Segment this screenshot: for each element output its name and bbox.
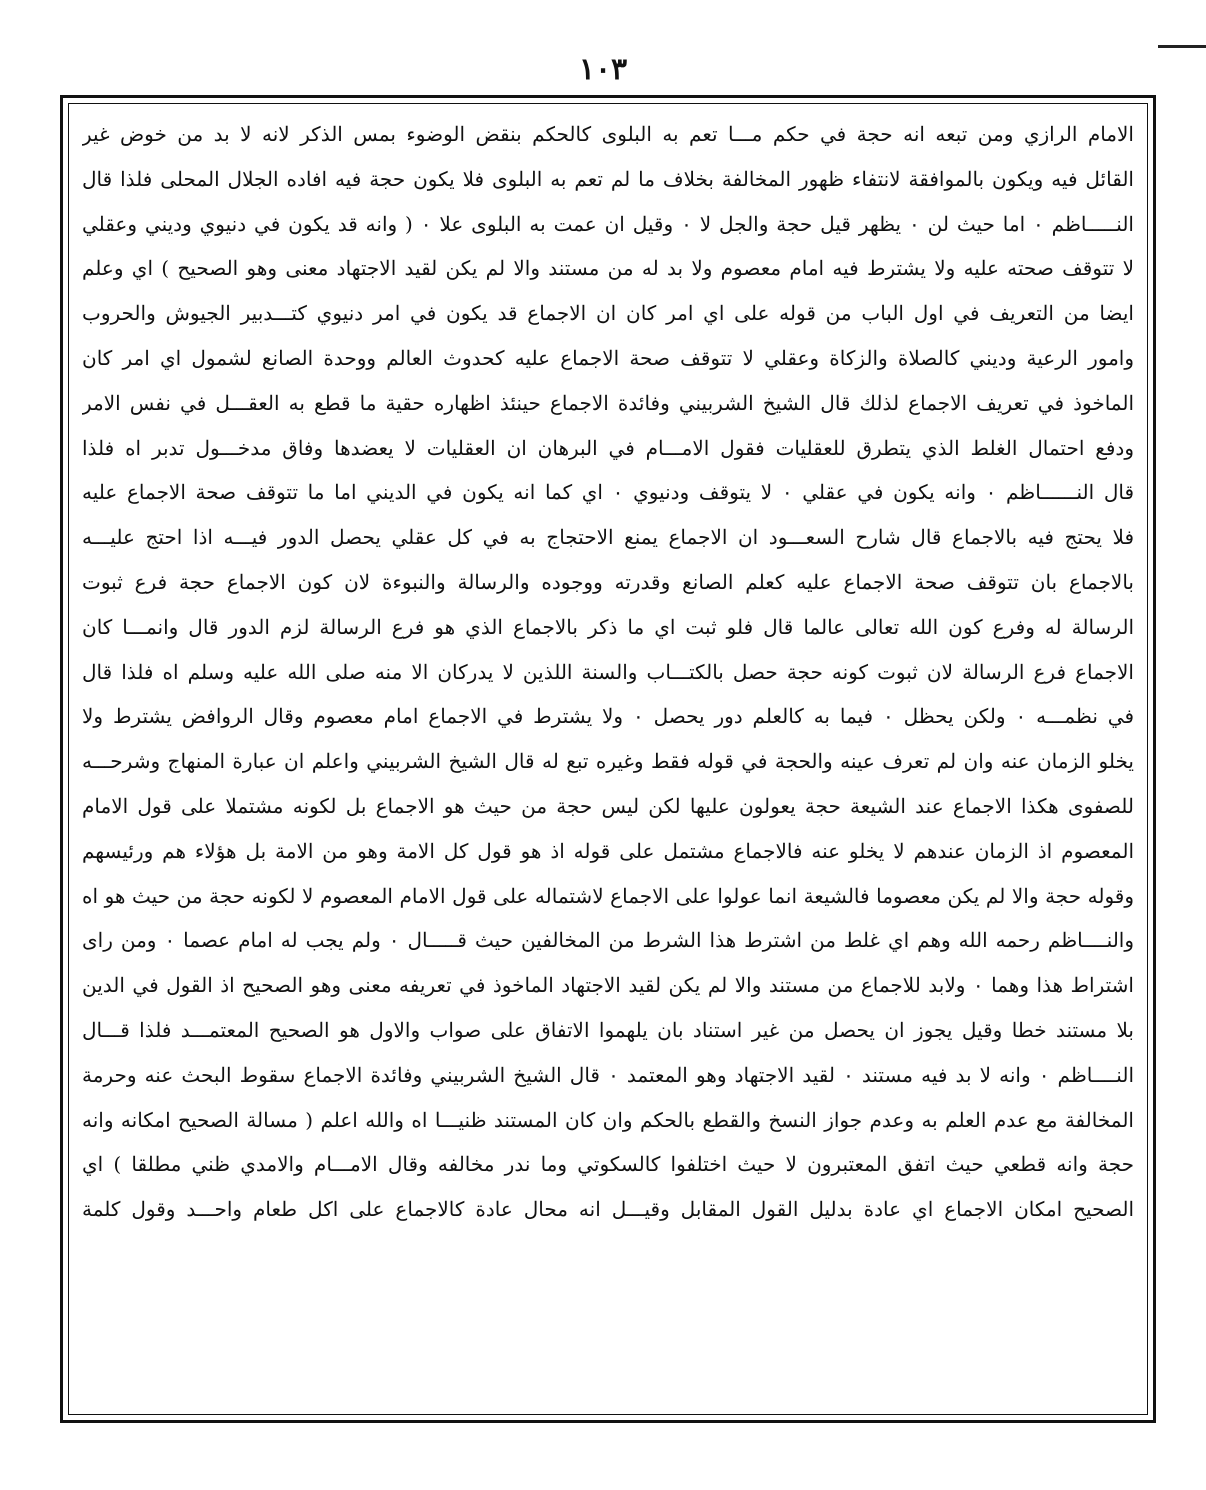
text-line-4: لا تتوقف صحته عليه ولا يشترط فيه امام معصوم ولا بد له من مستند والا لم يكن لقيد الاجتهاد معنى وهو الصحيح ) اي وعلم <box>82 256 1134 281</box>
text-line-1: الامام الرازي ومن تبعه انه حجة في حكم مـــا تعم به البلوى كالحكم بنقض الوضوء بمس الذكر لانه لا بد من خوض غير <box>82 122 1134 146</box>
text-line-2: القائل فيه ويكون بالموافقة لانتفاء ظهور المخالفة بخلاف ما لم تعم به البلوى فلا يكون حجة فيه افاده الجلال المحلى فلذا قال <box>82 166 1134 191</box>
text-line-14: في نظمـــه ٠ ولكن يحظل ٠ فيما به كالعلم دور يحصل ٠ ولا يشترط في الاجماع امام معصوم وقال الروافض يشترط ولا <box>82 704 1134 729</box>
text-line-17: المعصوم اذ الزمان عندهم لا يخلو عنه فالاجماع مشتمل على قوله اذ هو قول كل الامة وهو من الامة بل هؤلاء هم ورئيسهم <box>82 838 1134 863</box>
text-line-25: الصحيح امكان الاجماع اي عادة بدليل القول المقابل وقيـــل انه محال عادة كالاجماع على اكل طعام واحـــد وقول كلمة <box>82 1197 1134 1222</box>
text-line-5: ايضا من التعريف في اول الباب من قوله على اي امر كان ان الاجماع قد يكون في امر دنيوي كتـــدبير الجيوش والحروب <box>82 301 1134 326</box>
text-line-18: وقوله حجة والا لم يكن معصوما فالشيعة انما عولوا على الاجماع لاشتماله على قول الامام المعصوم لا لكونه حجة من حيث هو اه <box>82 883 1134 908</box>
text-line-22: النــــاظم ٠ وانه لا بد فيه مستند ٠ لقيد الاجتهاد وهو المعتمد ٠ قال الشيخ الشربيني وفائدة الاجماع سقوط البحث عنه وحرمة <box>82 1062 1134 1087</box>
text-line-16: للصفوى هكذا الاجماع عند الشيعة حجة يعولون عليها لكن ليس حجة من حيث هو الاجماع بل لكونه مشتملا على قول الامام <box>82 793 1134 818</box>
page-number: ١٠٣ <box>578 52 628 87</box>
text-line-13: الاجماع فرع الرسالة لان ثبوت كونه حجة حصل بالكتـــاب والسنة اللذين لا يدركان الا منه صلى الله عليه وسلم اه فلذا قال <box>82 659 1134 684</box>
text-line-6: وامور الرعية وديني كالصلاة والزكاة وعقلي لا تتوقف صحة الاجماع عليه كحدوث العالم ووحدة الصانع لشمول اي امر كان <box>82 345 1134 370</box>
text-line-11: بالاجماع بان تتوقف صحة الاجماع عليه كعلم الصانع وقدرته ووجوده والرسالة والنبوءة لان كون الاجماع حجة فرع ثبوت <box>82 569 1134 594</box>
body-text <box>82 112 1134 1412</box>
text-line-9: قال النــــــاظم ٠ وانه يكون في عقلي ٠ لا يتوقف ودنيوي ٠ اي كما انه يكون في الديني اما ما تتوقف صحة الاجماع عليه <box>82 480 1134 505</box>
text-line-7: الماخوذ في تعريف الاجماع لذلك قال الشيخ الشربيني وفائدة الاجماع حينئذ اظهاره حقية ما قطع به العقـــل في نفس الامر <box>82 390 1134 415</box>
text-line-21: بلا مستند خطا وقيل يجوز ان يحصل من غير استناد بان يلهموا الاتفاق على صواب والاول هو الصحيح المعتمـــد فلذا قـــال <box>82 1017 1134 1042</box>
text-line-12: الرسالة له وفرع كون الله تعالى عالما قال فلو ثبت اي ما ذكر بالاجماع الذي هو فرع الرسالة لزم الدور قال وانمـــا كان <box>82 614 1134 639</box>
text-line-20: اشتراط هذا وهما ٠ ولابد للاجماع من مستند والا لم يكن لقيد الاجتهاد الماخوذ في تعريفه معنى وهو الصحيح اذ القول في الدين <box>82 973 1134 998</box>
text-line-23: المخالفة مع عدم العلم به وعدم جواز النسخ والقطع بالحكم وان كان المستند ظنيـــا اه والله اعلم ( مسالة الصحيح امكانه وانه <box>82 1107 1134 1132</box>
text-line-15: يخلو الزمان عنه وان لم تعرف عينه والحجة في قوله فقط وغيره تبع له قال الشيخ الشربيني واعلم ان عبارة المنهاج وشرحـــه <box>82 749 1134 774</box>
text-line-24: حجة وانه قطعي حيث اتفق المعتبرون لا حيث اختلفوا كالسكوتي وما ندر مخالفه وقال الامـــام والامدي ظني مطلقا ) اي <box>82 1152 1134 1177</box>
text-line-19: والنــــاظم رحمه الله وهم اي غلط من اشترط هذا الشرط من المخالفين حيث قـــــال ٠ ولم يجب له امام عصما ٠ ومن راى <box>82 928 1134 953</box>
text-line-3: النـــــاظم ٠ اما حيث لن ٠ يظهر قيل حجة والجل لا ٠ وقيل ان عمت به البلوى علا ٠ ( وانه قد يكون في دنيوي وديني وعقلي <box>82 211 1134 236</box>
top-corner-rule <box>1158 45 1206 48</box>
text-line-8: ودفع احتمال الغلط الذي يتطرق للعقليات فقول الامـــام في البرهان ان العقليات لا يعضدها وفاق مدخـــول تدبر اه فلذا <box>82 435 1134 460</box>
text-line-10: فلا يحتج فيه بالاجماع قال شارح السعـــود ان الاجماع يمنع الاحتجاج به في كل عقلي يحصل الدور فيـــه اذا احتج عليـــه <box>82 525 1134 550</box>
